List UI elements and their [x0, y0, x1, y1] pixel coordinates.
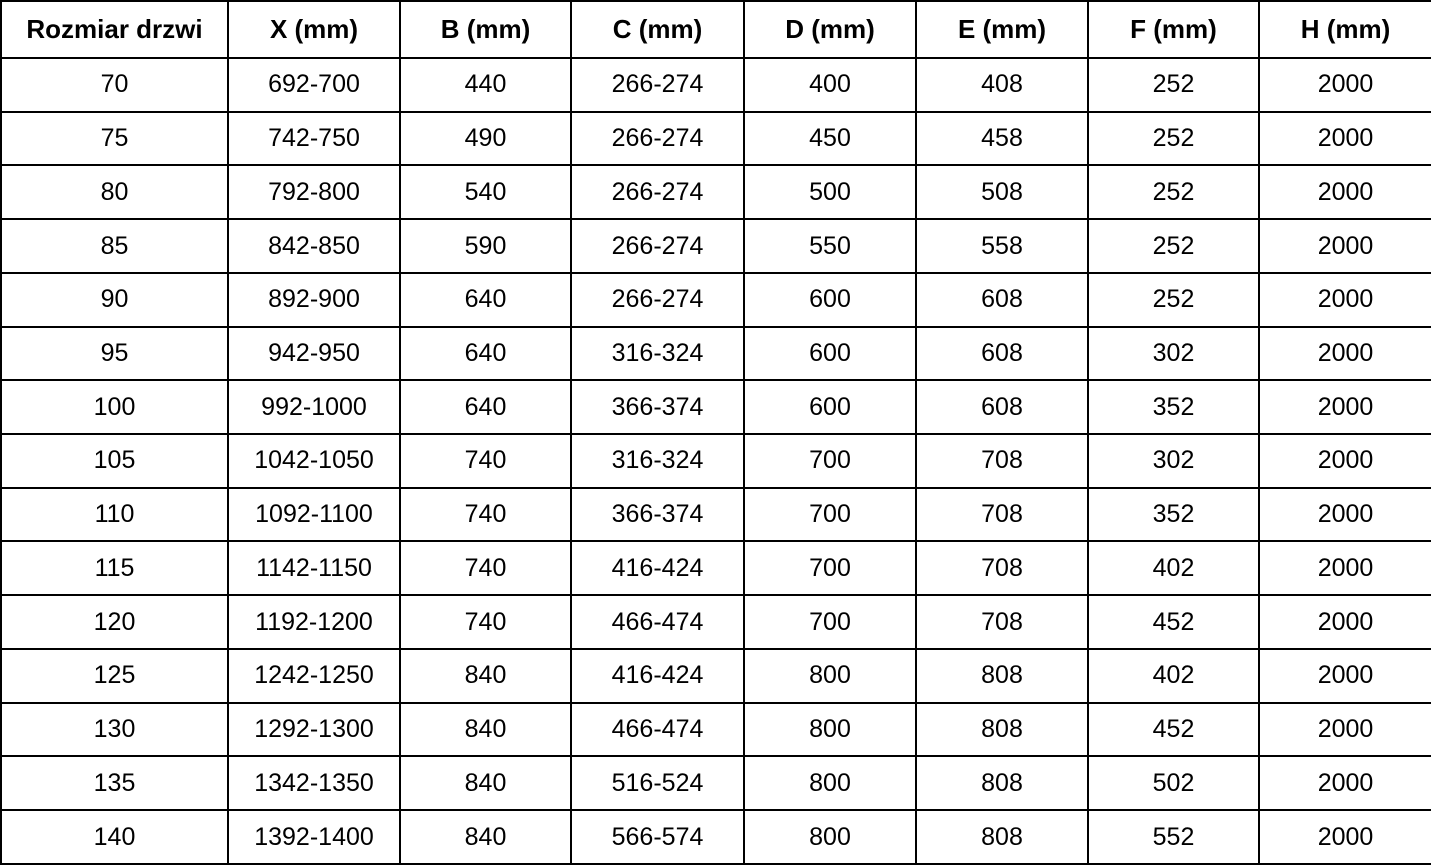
cell-b-mm: 740 [400, 541, 571, 595]
cell-h-mm: 2000 [1259, 649, 1431, 703]
cell-e-mm: 808 [916, 703, 1088, 757]
cell-h-mm: 2000 [1259, 703, 1431, 757]
cell-b-mm: 840 [400, 649, 571, 703]
cell-c-mm: 266-274 [571, 273, 744, 327]
cell-e-mm: 608 [916, 380, 1088, 434]
cell-d-mm: 700 [744, 541, 916, 595]
cell-x-mm: 992-1000 [228, 380, 400, 434]
cell-x-mm: 1142-1150 [228, 541, 400, 595]
cell-f-mm: 252 [1088, 219, 1259, 273]
table-row [1, 58, 1431, 112]
cell-c-mm: 566-574 [571, 810, 744, 864]
table-row [1, 434, 1431, 488]
cell-rozmiar-drzwi: 130 [1, 703, 228, 757]
cell-h-mm: 2000 [1259, 219, 1431, 273]
cell-h-mm: 2000 [1259, 541, 1431, 595]
cell-d-mm: 600 [744, 380, 916, 434]
table-row [1, 756, 1431, 810]
cell-b-mm: 490 [400, 112, 571, 166]
cell-x-mm: 1292-1300 [228, 703, 400, 757]
cell-d-mm: 800 [744, 756, 916, 810]
cell-x-mm: 792-800 [228, 165, 400, 219]
cell-e-mm: 708 [916, 488, 1088, 542]
cell-f-mm: 402 [1088, 649, 1259, 703]
column-header-c-mm: C (mm) [571, 1, 744, 58]
cell-rozmiar-drzwi: 95 [1, 327, 228, 381]
cell-f-mm: 302 [1088, 327, 1259, 381]
cell-d-mm: 700 [744, 434, 916, 488]
cell-x-mm: 892-900 [228, 273, 400, 327]
cell-e-mm: 558 [916, 219, 1088, 273]
cell-h-mm: 2000 [1259, 380, 1431, 434]
cell-c-mm: 516-524 [571, 756, 744, 810]
cell-h-mm: 2000 [1259, 488, 1431, 542]
cell-rozmiar-drzwi: 70 [1, 58, 228, 112]
cell-rozmiar-drzwi: 110 [1, 488, 228, 542]
cell-b-mm: 840 [400, 703, 571, 757]
cell-f-mm: 252 [1088, 165, 1259, 219]
cell-c-mm: 266-274 [571, 219, 744, 273]
header-row [1, 1, 1431, 58]
cell-rozmiar-drzwi: 135 [1, 756, 228, 810]
cell-x-mm: 1042-1050 [228, 434, 400, 488]
cell-c-mm: 266-274 [571, 112, 744, 166]
cell-d-mm: 600 [744, 273, 916, 327]
cell-b-mm: 740 [400, 488, 571, 542]
table-row [1, 810, 1431, 864]
column-header-d-mm: D (mm) [744, 1, 916, 58]
cell-c-mm: 316-324 [571, 327, 744, 381]
column-header-h-mm: H (mm) [1259, 1, 1431, 58]
cell-c-mm: 316-324 [571, 434, 744, 488]
cell-d-mm: 600 [744, 327, 916, 381]
column-header-rozmiar-drzwi: Rozmiar drzwi [1, 1, 228, 58]
table-row [1, 380, 1431, 434]
cell-rozmiar-drzwi: 90 [1, 273, 228, 327]
cell-e-mm: 808 [916, 810, 1088, 864]
cell-e-mm: 708 [916, 434, 1088, 488]
cell-rozmiar-drzwi: 105 [1, 434, 228, 488]
cell-f-mm: 452 [1088, 703, 1259, 757]
cell-b-mm: 640 [400, 380, 571, 434]
column-header-x-mm: X (mm) [228, 1, 400, 58]
cell-d-mm: 400 [744, 58, 916, 112]
table-row [1, 273, 1431, 327]
column-header-b-mm: B (mm) [400, 1, 571, 58]
cell-x-mm: 1342-1350 [228, 756, 400, 810]
cell-h-mm: 2000 [1259, 327, 1431, 381]
cell-rozmiar-drzwi: 140 [1, 810, 228, 864]
cell-b-mm: 740 [400, 595, 571, 649]
cell-x-mm: 1092-1100 [228, 488, 400, 542]
cell-e-mm: 458 [916, 112, 1088, 166]
cell-rozmiar-drzwi: 115 [1, 541, 228, 595]
cell-b-mm: 740 [400, 434, 571, 488]
cell-c-mm: 266-274 [571, 165, 744, 219]
cell-x-mm: 1242-1250 [228, 649, 400, 703]
cell-d-mm: 800 [744, 810, 916, 864]
cell-h-mm: 2000 [1259, 165, 1431, 219]
cell-f-mm: 302 [1088, 434, 1259, 488]
cell-f-mm: 252 [1088, 112, 1259, 166]
table-row [1, 327, 1431, 381]
table-row [1, 219, 1431, 273]
cell-f-mm: 252 [1088, 273, 1259, 327]
cell-rozmiar-drzwi: 120 [1, 595, 228, 649]
cell-x-mm: 692-700 [228, 58, 400, 112]
cell-h-mm: 2000 [1259, 112, 1431, 166]
column-header-f-mm: F (mm) [1088, 1, 1259, 58]
cell-h-mm: 2000 [1259, 273, 1431, 327]
cell-e-mm: 808 [916, 649, 1088, 703]
cell-d-mm: 550 [744, 219, 916, 273]
cell-x-mm: 742-750 [228, 112, 400, 166]
cell-d-mm: 700 [744, 595, 916, 649]
cell-h-mm: 2000 [1259, 756, 1431, 810]
table-row [1, 541, 1431, 595]
cell-e-mm: 608 [916, 327, 1088, 381]
cell-h-mm: 2000 [1259, 595, 1431, 649]
cell-rozmiar-drzwi: 100 [1, 380, 228, 434]
cell-f-mm: 352 [1088, 380, 1259, 434]
cell-f-mm: 552 [1088, 810, 1259, 864]
cell-f-mm: 352 [1088, 488, 1259, 542]
cell-h-mm: 2000 [1259, 434, 1431, 488]
column-header-e-mm: E (mm) [916, 1, 1088, 58]
cell-e-mm: 708 [916, 595, 1088, 649]
cell-c-mm: 466-474 [571, 703, 744, 757]
cell-x-mm: 942-950 [228, 327, 400, 381]
cell-f-mm: 252 [1088, 58, 1259, 112]
cell-f-mm: 502 [1088, 756, 1259, 810]
cell-rozmiar-drzwi: 85 [1, 219, 228, 273]
table-body [1, 58, 1431, 864]
cell-e-mm: 508 [916, 165, 1088, 219]
cell-e-mm: 708 [916, 541, 1088, 595]
cell-x-mm: 842-850 [228, 219, 400, 273]
cell-f-mm: 452 [1088, 595, 1259, 649]
table-row [1, 703, 1431, 757]
cell-b-mm: 540 [400, 165, 571, 219]
table-row [1, 488, 1431, 542]
cell-c-mm: 266-274 [571, 58, 744, 112]
cell-b-mm: 440 [400, 58, 571, 112]
cell-c-mm: 416-424 [571, 649, 744, 703]
cell-rozmiar-drzwi: 75 [1, 112, 228, 166]
table-row [1, 595, 1431, 649]
cell-b-mm: 590 [400, 219, 571, 273]
cell-c-mm: 416-424 [571, 541, 744, 595]
table-row [1, 165, 1431, 219]
cell-d-mm: 700 [744, 488, 916, 542]
cell-h-mm: 2000 [1259, 810, 1431, 864]
cell-c-mm: 466-474 [571, 595, 744, 649]
cell-b-mm: 840 [400, 756, 571, 810]
table-row [1, 112, 1431, 166]
cell-e-mm: 408 [916, 58, 1088, 112]
cell-h-mm: 2000 [1259, 58, 1431, 112]
cell-d-mm: 800 [744, 649, 916, 703]
cell-e-mm: 608 [916, 273, 1088, 327]
cell-x-mm: 1392-1400 [228, 810, 400, 864]
cell-b-mm: 640 [400, 327, 571, 381]
cell-rozmiar-drzwi: 80 [1, 165, 228, 219]
cell-c-mm: 366-374 [571, 380, 744, 434]
cell-e-mm: 808 [916, 756, 1088, 810]
cell-rozmiar-drzwi: 125 [1, 649, 228, 703]
cell-d-mm: 450 [744, 112, 916, 166]
cell-b-mm: 840 [400, 810, 571, 864]
cell-c-mm: 366-374 [571, 488, 744, 542]
cell-d-mm: 500 [744, 165, 916, 219]
cell-d-mm: 800 [744, 703, 916, 757]
cell-f-mm: 402 [1088, 541, 1259, 595]
cell-b-mm: 640 [400, 273, 571, 327]
cell-x-mm: 1192-1200 [228, 595, 400, 649]
table-row [1, 649, 1431, 703]
